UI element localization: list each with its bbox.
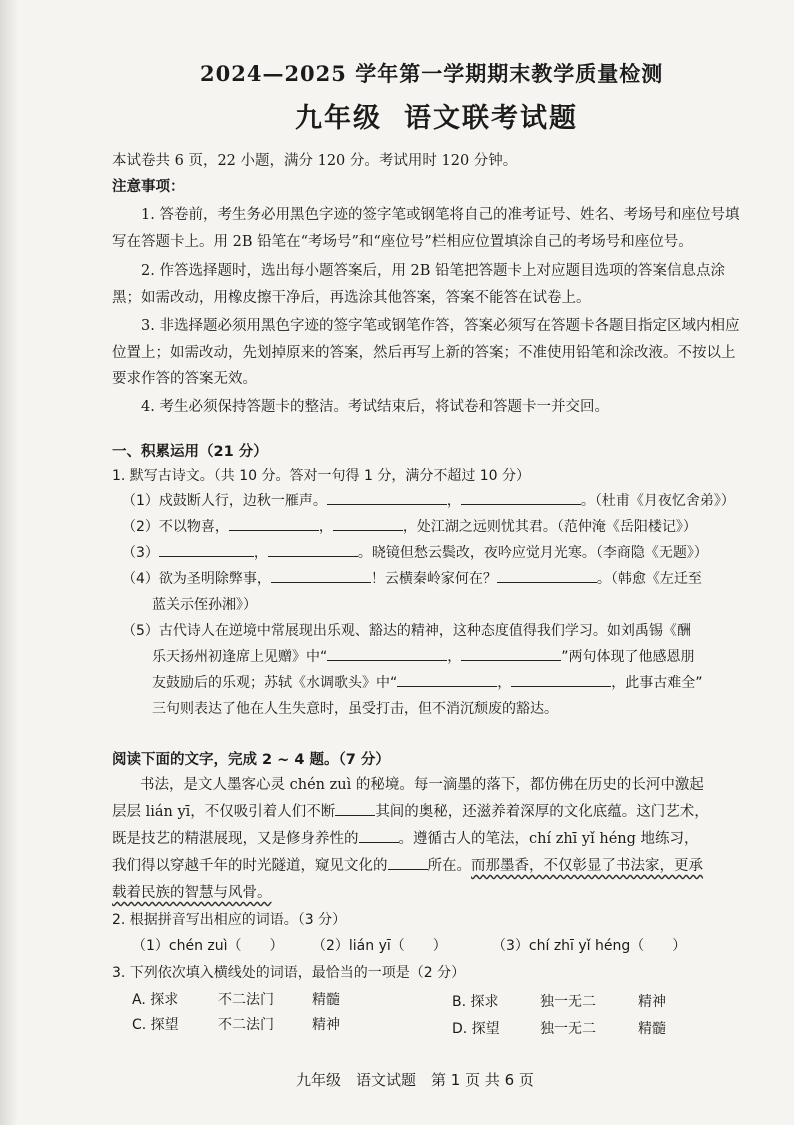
reading-line-4: 我们得以穿越千年的时光隧道，窥见文化的 所在。而那墨香，不仅彰显了书法家，更承 bbox=[112, 855, 703, 877]
answer-blank[interactable] bbox=[397, 672, 497, 687]
grade-label: 九年级 bbox=[295, 103, 382, 134]
q1-item-5-line2: 乐天扬州初逢席上见赠》中“ ， ”两句体现了他感恩朋 bbox=[152, 646, 695, 666]
page-footer: 九年级 语文试题 第 1 页 共 6 页 bbox=[296, 1071, 534, 1089]
q1-item-4: （4）欲为圣明除弊事， ！云横秦岭家何在？ 。（韩愈《左迁至 bbox=[122, 568, 702, 588]
reading-line-2: 层层 lián yī，不仅吸引着人们不断 其间的奥秘，还滋养着深厚的文化底蕴。这门艺术， bbox=[112, 801, 709, 823]
answer-blank[interactable] bbox=[159, 542, 254, 557]
q3-option-c-word3: 精神 bbox=[312, 1017, 340, 1033]
note-item-4: 4. 考生必须保持答题卡的整洁。考试结束后，将试卷和答题卡一并交回。 bbox=[141, 399, 609, 415]
q3-option-a-word2: 不二法门 bbox=[218, 992, 274, 1008]
answer-blank[interactable] bbox=[327, 490, 447, 505]
note-item-2: 2. 作答选择题时，选出每小题答案后，用 2B 铅笔把答题卡上对应题目选项的答案信息点涂黑；如需改动，用橡皮擦干净后，再选涂其他答案，答案不能答在试卷上。 bbox=[112, 263, 726, 306]
exam-intro: 本试卷共 6 页，22 小题，满分 120 分。考试用时 120 分钟。 bbox=[112, 153, 518, 169]
q1-item-5-line1: （5）古代诗人在逆境中常展现出乐观、豁达的精神，这种态度值得我们学习。如刘禹锡《酬 bbox=[122, 623, 691, 639]
exam-title: 2024—2025 学年第一学期期末教学质量检测 bbox=[200, 61, 664, 86]
q3-option-d[interactable]: D. 探望 bbox=[452, 1021, 500, 1037]
q3-option-c[interactable]: C. 探望 bbox=[132, 1017, 179, 1033]
answer-blank[interactable] bbox=[461, 490, 581, 505]
note-item-3: 3. 非选择题必须用黑色字迹的签字笔或钢笔作答，答案必须写在答题卡各题目指定区域内相应位置上；如需改动，先划掉原来的答案，然后再写上新的答案；不准使用铅笔和涂改液。不按以上要求作答的答案无效。 bbox=[112, 318, 740, 387]
note-item-1: 1. 答卷前，考生务必用黑色字迹的签字笔或钢笔将自己的准考证号、姓名、考场号和座位号填写在答题卡上。用 2B 铅笔在“考场号”和“座位号”栏相应位置填涂自己的考场号和座位号。 bbox=[112, 207, 740, 250]
answer-blank[interactable] bbox=[511, 672, 611, 687]
q3-option-b[interactable]: B. 探求 bbox=[452, 994, 499, 1010]
answer-blank[interactable] bbox=[268, 542, 358, 557]
q3-option-c-word2: 不二法门 bbox=[218, 1017, 274, 1033]
q2-part-1: （1）chén zuì（ ） bbox=[132, 938, 284, 954]
answer-blank[interactable] bbox=[229, 516, 319, 531]
q3-option-d-word2: 独一无二 bbox=[540, 1021, 596, 1037]
reading-line-1: 书法，是文人墨客心灵 chén zuì 的秘境。每一滴墨的落下，都仿佛在历史的长河中激起 bbox=[140, 777, 704, 793]
answer-blank[interactable] bbox=[388, 855, 428, 870]
answer-blank[interactable] bbox=[333, 516, 403, 531]
q2-part-3: （3）chí zhī yǐ héng（ ） bbox=[492, 938, 687, 954]
q1-item-3: （3） ， 。晓镜但愁云鬓改，夜吟应觉月光寒。（李商隐《无题》） bbox=[122, 542, 708, 562]
q3-option-a[interactable]: A. 探求 bbox=[132, 992, 179, 1008]
answer-blank[interactable] bbox=[335, 801, 375, 816]
q3-option-a-word3: 精髓 bbox=[312, 992, 340, 1008]
q2-stem: 2. 根据拼音写出相应的词语。（3 分） bbox=[112, 912, 347, 928]
answer-blank[interactable] bbox=[359, 828, 399, 843]
q3-option-b-word2: 独一无二 bbox=[540, 994, 596, 1010]
answer-blank[interactable] bbox=[327, 646, 447, 661]
exam-subtitle bbox=[295, 96, 578, 135]
q2-part-2: （2）lián yī（ ） bbox=[312, 938, 447, 954]
notes-heading: 注意事项： bbox=[112, 179, 185, 195]
answer-blank[interactable] bbox=[497, 568, 597, 583]
scan-edge bbox=[0, 0, 18, 1125]
q1-item-1: （1）戍鼓断人行，边秋一雁声。 ， 。（杜甫《月夜忆舍弟》） bbox=[122, 490, 735, 510]
q1-item-2: （2）不以物喜， ， ，处江湖之远则忧其君。（范仲淹《岳阳楼记》） bbox=[122, 516, 697, 536]
q3-stem: 3. 下列依次填入横线处的词语，最恰当的一项是（2 分） bbox=[112, 965, 466, 981]
q1-item-5-line4: 三句则表达了他在人生失意时，虽受打击，但不消沉颓废的豁达。 bbox=[152, 701, 558, 717]
answer-blank[interactable] bbox=[461, 646, 561, 661]
subject-label: 语文联考试题 bbox=[404, 103, 578, 134]
q1-item-5-line3: 友鼓励后的乐观；苏轼《水调歌头》中“ ， ，此事古难全” bbox=[152, 672, 703, 692]
wavy-underlined-sentence: 而那墨香，不仅彰显了书法家，更承 bbox=[471, 858, 703, 874]
reading-heading: 阅读下面的文字，完成 2 ~ 4 题。（7 分） bbox=[112, 752, 390, 768]
q1-item-4-cont: 蓝关示侄孙湘》） bbox=[152, 597, 257, 613]
section1-heading: 一、积累运用（21 分） bbox=[112, 444, 268, 460]
q3-option-d-word3: 精髓 bbox=[638, 1021, 666, 1037]
q3-option-b-word3: 精神 bbox=[638, 994, 666, 1010]
answer-blank[interactable] bbox=[271, 568, 371, 583]
q1-stem: 1. 默写古诗文。（共 10 分。答对一句得 1 分，满分不超过 10 分） bbox=[112, 468, 531, 484]
reading-line-5: 载着民族的智慧与风骨。 bbox=[112, 885, 272, 901]
reading-line-3: 既是技艺的精湛展现，又是修身养性的 。遵循古人的笔法，chí zhī yǐ héng 地练习， bbox=[112, 828, 699, 850]
